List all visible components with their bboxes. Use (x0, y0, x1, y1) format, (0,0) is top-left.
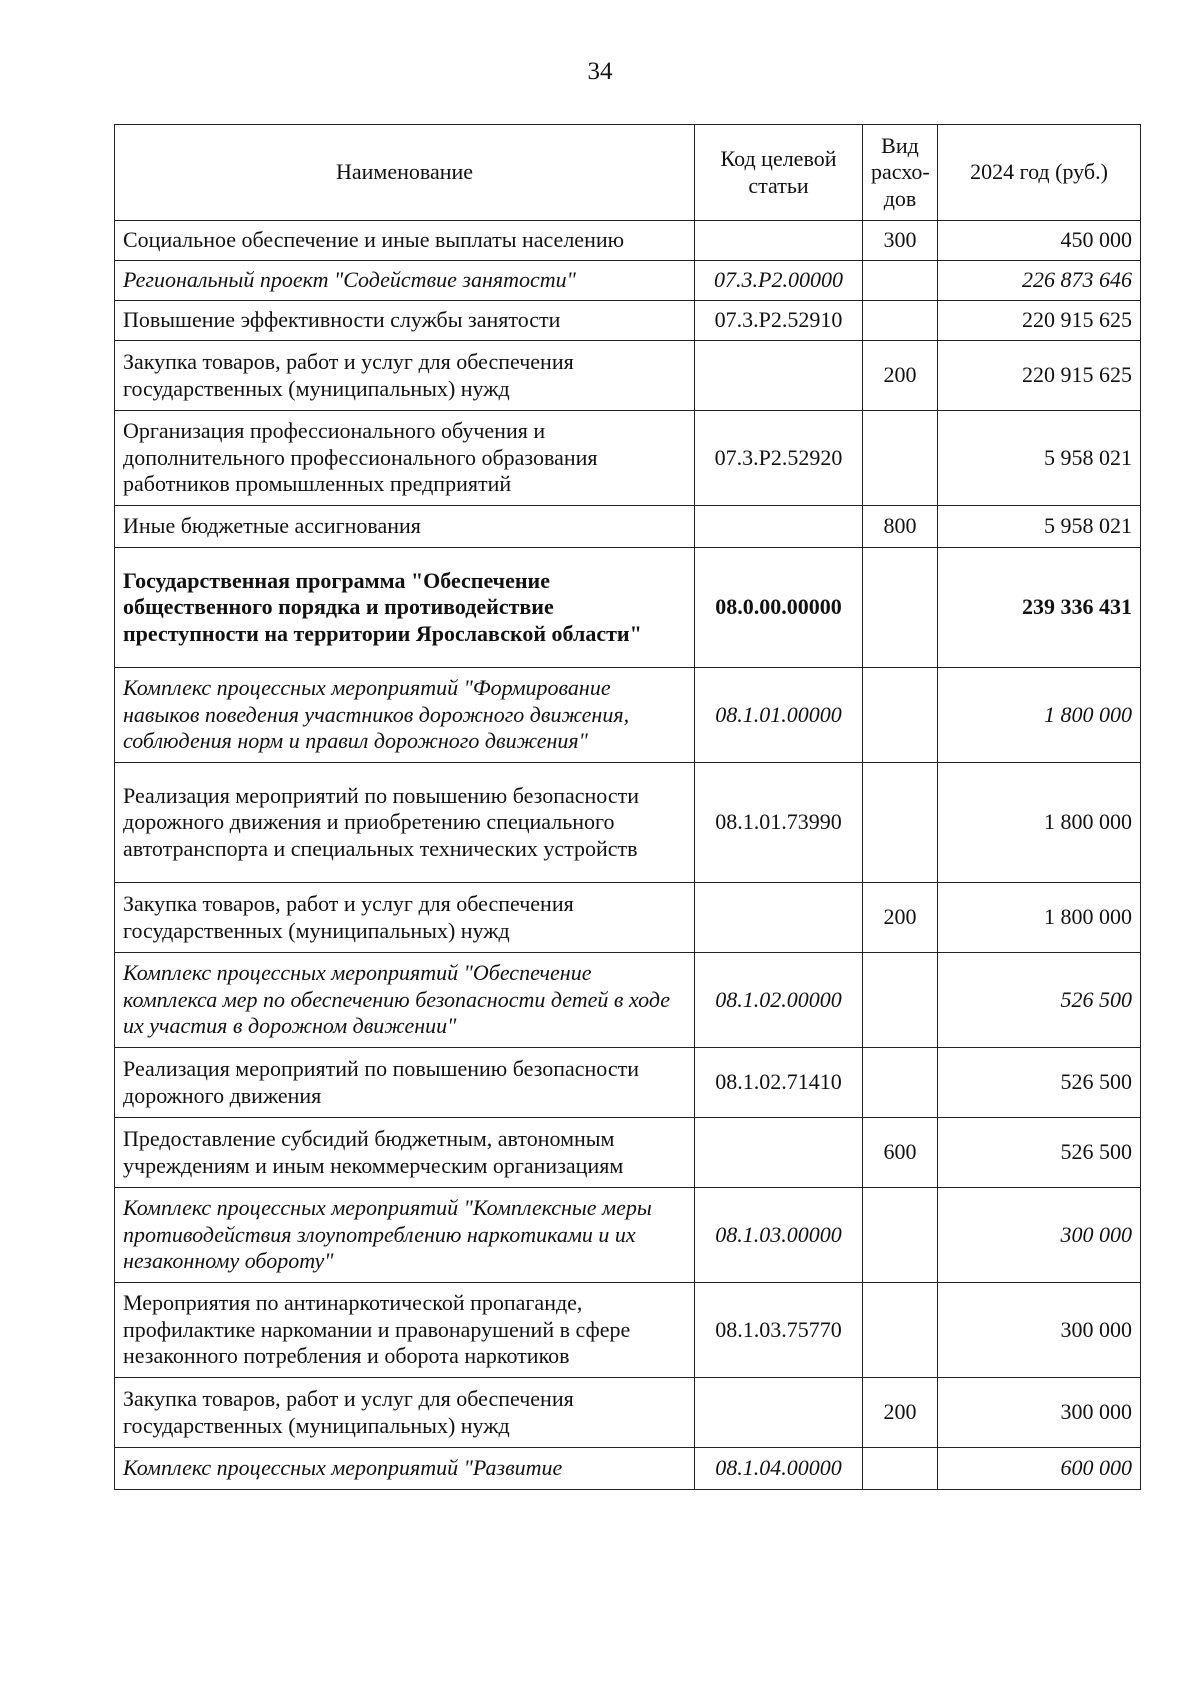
row-code-cell (695, 221, 863, 261)
row-code-cell (695, 1118, 863, 1188)
table-row (115, 1188, 1141, 1283)
row-sum-cell: 5 958 021 (938, 506, 1141, 548)
header-code: Код целевой статьи (695, 125, 863, 221)
row-code-cell (695, 1378, 863, 1448)
row-vid-cell: 200 (863, 1378, 938, 1448)
row-name-cell: Комплекс процессных мероприятий "Развитие (115, 1448, 695, 1490)
row-code-cell (695, 883, 863, 953)
row-sum-cell: 526 500 (938, 1118, 1141, 1188)
table-row (115, 1048, 1141, 1118)
row-code-cell: 08.0.00.00000 (695, 548, 863, 668)
row-sum-cell: 239 336 431 (938, 548, 1141, 668)
header-vid: Вид расхо-дов (863, 125, 938, 221)
header-name: Наименование (115, 125, 695, 221)
page-number: 34 (587, 58, 613, 85)
table-row (115, 1283, 1141, 1378)
table-row (115, 506, 1141, 548)
table-body (115, 221, 1141, 1490)
budget-table (114, 124, 1141, 1490)
row-code-cell (695, 341, 863, 411)
row-vid-cell (863, 1188, 938, 1283)
table-row (115, 953, 1141, 1048)
row-sum-cell: 5 958 021 (938, 411, 1141, 506)
row-name-cell: Комплекс процессных мероприятий "Обеспечение комплекса мер по обеспечению безопасности детей в ходе их участия в дорожном движении" (115, 953, 695, 1048)
row-sum-cell: 1 800 000 (938, 883, 1141, 953)
row-vid-cell: 200 (863, 341, 938, 411)
row-vid-cell (863, 763, 938, 883)
row-code-cell: 08.1.02.71410 (695, 1048, 863, 1118)
row-vid-cell (863, 301, 938, 341)
row-vid-cell: 200 (863, 883, 938, 953)
table-row (115, 261, 1141, 301)
row-name-cell: Региональный проект "Содействие занятости" (115, 261, 695, 301)
row-vid-cell: 800 (863, 506, 938, 548)
table-row (115, 1118, 1141, 1188)
row-name-cell: Иные бюджетные ассигнования (115, 506, 695, 548)
row-code-cell: 07.3.Р2.52920 (695, 411, 863, 506)
row-code-cell: 08.1.03.75770 (695, 1283, 863, 1378)
row-sum-cell: 300 000 (938, 1283, 1141, 1378)
table-row (115, 763, 1141, 883)
row-name-cell: Закупка товаров, работ и услуг для обеспечения государственных (муниципальных) нужд (115, 341, 695, 411)
row-name-cell: Комплекс процессных мероприятий "Формирование навыков поведения участников дорожного движения, соблюдения норм и правил дорожного движения" (115, 668, 695, 763)
row-sum-cell: 220 915 625 (938, 341, 1141, 411)
row-name-cell: Организация профессионального обучения и дополнительного профессионального образования работников промышленных предприятий (115, 411, 695, 506)
row-code-cell (695, 506, 863, 548)
row-vid-cell (863, 1448, 938, 1490)
row-code-cell: 07.3.Р2.52910 (695, 301, 863, 341)
row-vid-cell (863, 411, 938, 506)
row-sum-cell: 220 915 625 (938, 301, 1141, 341)
row-name-cell: Социальное обеспечение и иные выплаты населению (115, 221, 695, 261)
table-row (115, 883, 1141, 953)
row-vid-cell (863, 261, 938, 301)
row-sum-cell: 526 500 (938, 1048, 1141, 1118)
row-sum-cell: 1 800 000 (938, 763, 1141, 883)
row-name-cell: Повышение эффективности службы занятости (115, 301, 695, 341)
row-vid-cell (863, 1048, 938, 1118)
row-sum-cell: 600 000 (938, 1448, 1141, 1490)
table-row (115, 668, 1141, 763)
table-row (115, 221, 1141, 261)
row-sum-cell: 226 873 646 (938, 261, 1141, 301)
row-name-cell: Предоставление субсидий бюджетным, автономным учреждениям и иным некоммерческим организациям (115, 1118, 695, 1188)
row-sum-cell: 526 500 (938, 953, 1141, 1048)
row-sum-cell: 300 000 (938, 1378, 1141, 1448)
table-row (115, 411, 1141, 506)
row-name-cell: Закупка товаров, работ и услуг для обеспечения государственных (муниципальных) нужд (115, 1378, 695, 1448)
row-sum-cell: 450 000 (938, 221, 1141, 261)
row-code-cell: 08.1.01.00000 (695, 668, 863, 763)
table-row (115, 1378, 1141, 1448)
row-code-cell: 08.1.03.00000 (695, 1188, 863, 1283)
row-name-cell: Мероприятия по антинаркотической пропаганде, профилактике наркомании и правонарушений в сфере незаконного потребления и оборота наркотиков (115, 1283, 695, 1378)
row-code-cell: 08.1.01.73990 (695, 763, 863, 883)
row-vid-cell (863, 1283, 938, 1378)
row-vid-cell: 600 (863, 1118, 938, 1188)
table-header-row (115, 125, 1141, 221)
row-vid-cell: 300 (863, 221, 938, 261)
row-name-cell: Закупка товаров, работ и услуг для обеспечения государственных (муниципальных) нужд (115, 883, 695, 953)
row-vid-cell (863, 668, 938, 763)
row-name-cell: Реализация мероприятий по повышению безопасности дорожного движения и приобретению специального автотранспорта и специальных технических устройств (115, 763, 695, 883)
table-row (115, 341, 1141, 411)
row-code-cell: 07.3.Р2.00000 (695, 261, 863, 301)
row-code-cell: 08.1.04.00000 (695, 1448, 863, 1490)
row-sum-cell: 1 800 000 (938, 668, 1141, 763)
table-row (115, 1448, 1141, 1490)
row-name-cell: Государственная программа "Обеспечение общественного порядка и противодействие преступности на территории Ярославской области" (115, 548, 695, 668)
table-row (115, 548, 1141, 668)
row-name-cell: Реализация мероприятий по повышению безопасности дорожного движения (115, 1048, 695, 1118)
row-sum-cell: 300 000 (938, 1188, 1141, 1283)
row-vid-cell (863, 548, 938, 668)
row-name-cell: Комплекс процессных мероприятий "Комплексные меры противодействия злоупотреблению наркотиками и их незаконному обороту" (115, 1188, 695, 1283)
row-code-cell: 08.1.02.00000 (695, 953, 863, 1048)
row-vid-cell (863, 953, 938, 1048)
table-row (115, 301, 1141, 341)
header-year: 2024 год (руб.) (938, 125, 1141, 221)
